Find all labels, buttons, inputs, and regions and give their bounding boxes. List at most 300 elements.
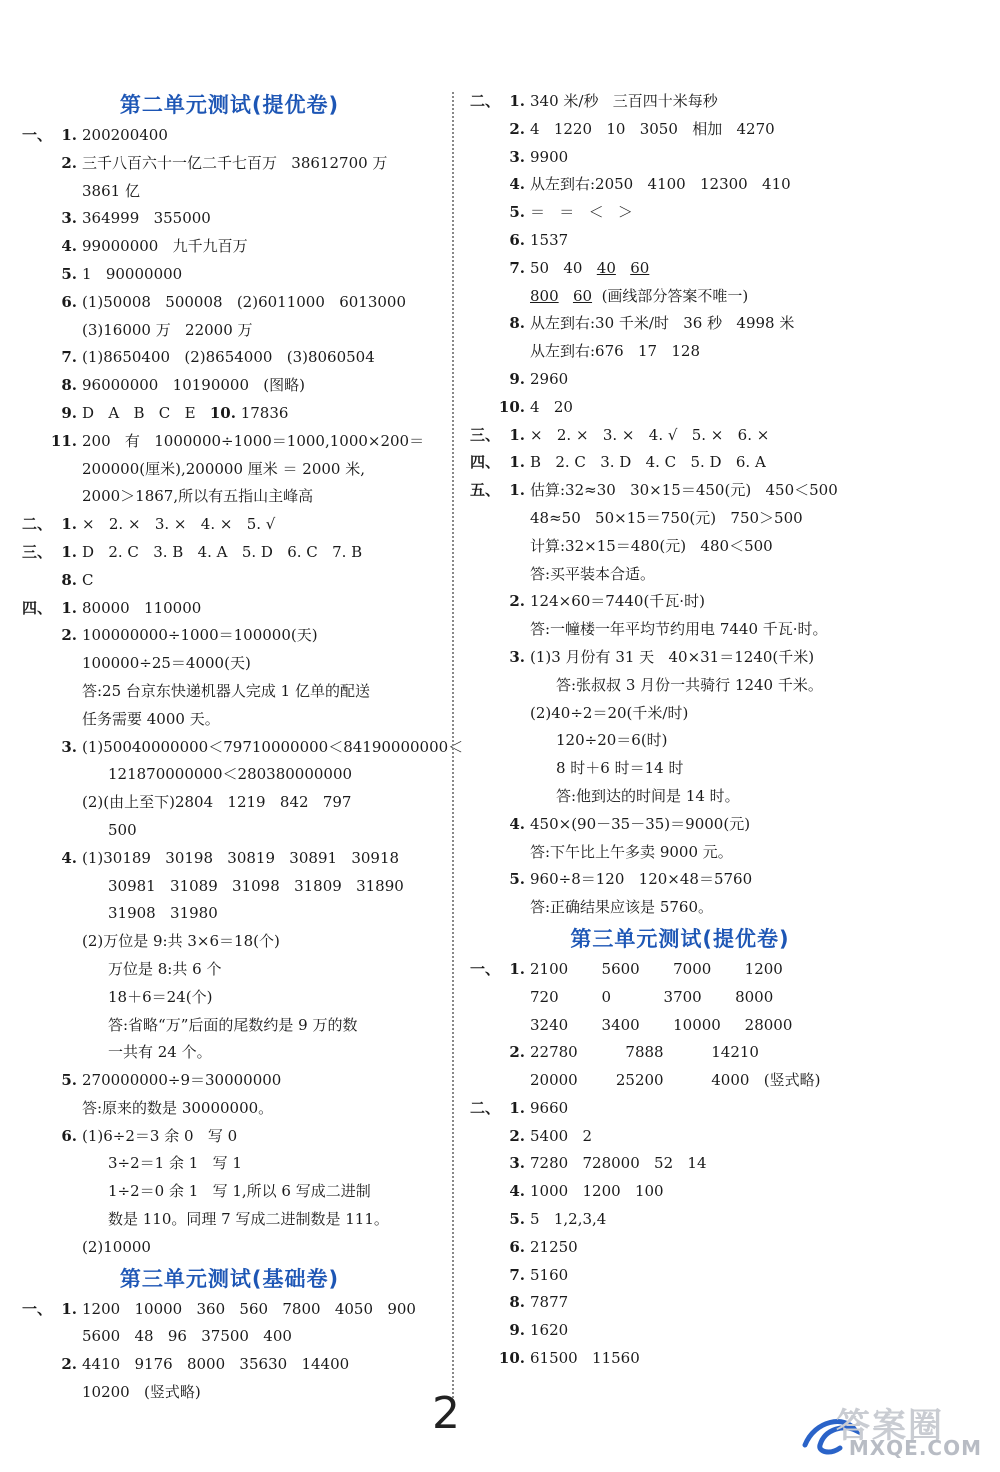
answer-segment: ＝ ＝ ＜ ＞: [530, 203, 633, 222]
section-number: 二、: [470, 92, 501, 110]
answer-segment: 1620: [530, 1321, 569, 1340]
answer-segment: 一共有 24 个。: [108, 1043, 212, 1062]
question-number: 2.: [61, 1355, 77, 1374]
answer-text: [530, 283, 748, 311]
answer-text: [82, 1296, 416, 1324]
answer-text: [82, 456, 365, 484]
answer-text: [530, 1123, 592, 1151]
answer-line: [22, 344, 437, 372]
question-number: 2.: [509, 1126, 525, 1145]
question-number: 6.: [509, 230, 525, 249]
section-heading: 第三单元测试(基础卷): [119, 1266, 340, 1291]
answer-text: [82, 261, 182, 289]
answer-segment: 答:25 台京东快递机器人完成 1 亿单的配送: [82, 681, 370, 700]
question-number: 4.: [61, 848, 77, 867]
question-number: 4.: [509, 814, 525, 833]
answer-segment: 61500 11560: [530, 1349, 640, 1368]
question-number: 1.: [61, 598, 77, 617]
right-column: [470, 88, 890, 1373]
answer-line: [22, 595, 437, 623]
answer-segment: 估算:32≈30 30×15＝450(元) 450＜500: [530, 481, 838, 500]
answer-segment: 48≈50 50×15＝750(元) 750＞500: [530, 508, 803, 527]
answer-line: [470, 1039, 890, 1067]
answer-text: [530, 310, 794, 338]
answer-segment: 答:下午比上午多卖 9000 元。: [530, 842, 733, 861]
question-number: 1.: [61, 515, 77, 534]
answer-text: [530, 700, 688, 728]
answer-segment: 3240 3400 10000 28000: [530, 1015, 793, 1034]
answer-text: [108, 1206, 389, 1234]
section-number: 四、: [470, 453, 501, 472]
answer-text: [530, 588, 705, 616]
question-number: 8.: [509, 1293, 525, 1312]
answer-text: [530, 866, 752, 894]
answer-line: [470, 956, 890, 984]
question-number: 5.: [509, 1210, 525, 1229]
answer-line: [22, 1296, 437, 1324]
question-number: 7.: [61, 348, 77, 367]
answer-segment: 10200 (竖式略): [82, 1383, 201, 1402]
answer-text: [82, 567, 93, 595]
answer-segment: 3861 亿: [82, 181, 140, 200]
answer-line: [22, 928, 437, 956]
answer-segment: 1000 1200 100: [530, 1182, 664, 1201]
answer-text: [530, 533, 773, 561]
answer-text: [530, 1095, 568, 1123]
answer-line: [470, 811, 890, 839]
answer-line: [470, 1012, 890, 1040]
answer-line: [470, 1289, 890, 1317]
answer-line: [470, 1095, 890, 1123]
answer-segment: 从左到右:676 17 128: [530, 342, 701, 361]
answer-line: [22, 261, 437, 289]
answer-line: [470, 1178, 890, 1206]
question-number: 9.: [509, 369, 525, 388]
answer-line: [22, 1012, 437, 1040]
answer-text: [530, 1289, 568, 1317]
answer-line: [470, 477, 890, 505]
answer-line: [470, 616, 890, 644]
answer-line: [470, 561, 890, 589]
answer-line: [22, 511, 437, 539]
answer-line: [470, 227, 890, 255]
question-number: 2.: [61, 153, 77, 172]
answer-segment: 100000÷25＝4000(天): [82, 654, 251, 673]
answer-segment: 8 时＋6 时＝14 时: [556, 759, 684, 778]
answer-segment: 121870000000＜280380000000: [108, 765, 353, 784]
answer-segment: 答:省略“万”后面的尾数约是 9 万的数: [108, 1015, 358, 1034]
answer-segment: 5400 2: [530, 1126, 593, 1145]
answer-segment: [616, 259, 630, 277]
question-number: 9.: [61, 403, 77, 422]
answer-segment: (1)50040000000＜79710000000＜84190000000＜: [82, 737, 464, 756]
answer-segment: (2)万位是 9:共 3×6＝18(个): [82, 932, 280, 951]
answer-segment: (画线部分答案不唯一): [592, 286, 749, 305]
answer-text: [82, 1067, 281, 1095]
answer-text: [82, 706, 220, 734]
answer-line: [470, 1317, 890, 1345]
answer-line: [22, 706, 437, 734]
answer-text: [82, 1379, 201, 1407]
answer-text: [530, 1039, 759, 1067]
answer-line: [470, 449, 890, 477]
answer-segment: 270000000÷9＝30000000: [82, 1071, 282, 1090]
answer-line: [470, 672, 890, 700]
answer-segment: 答:正确结果应该是 5760。: [530, 898, 713, 917]
question-number: 6.: [61, 292, 77, 311]
question-number: 3.: [509, 1154, 525, 1173]
answer-line: [22, 1178, 437, 1206]
answer-segment: 21250: [530, 1237, 578, 1256]
answer-line: [22, 456, 437, 484]
answer-text: [82, 233, 248, 261]
answer-text: [530, 1206, 606, 1234]
question-number: 1.: [61, 1299, 77, 1318]
answer-segment: 计算:32×15＝480(元) 480＜500: [530, 536, 773, 555]
answer-segment: B 2. C 3. D 4. C 5. D 6. A: [530, 453, 766, 472]
answer-line: [470, 755, 890, 783]
question-number: 11.: [50, 431, 77, 450]
answer-text: [82, 845, 399, 873]
question-number: 10.: [209, 403, 236, 422]
answer-segment: 4 1220 10 3050 相加 4270: [530, 119, 775, 138]
answer-text: [556, 755, 683, 783]
answer-segment: 200000(厘米),200000 厘米 ＝ 2000 米,: [82, 459, 366, 478]
answer-line: [22, 678, 437, 706]
answer-segment: (2)40÷2＝20(千米/时): [530, 703, 689, 722]
answer-segment: 答:张叔叔 3 月份一共骑行 1240 千米。: [556, 675, 823, 694]
question-number: 8.: [509, 314, 525, 333]
answer-line: [470, 283, 890, 311]
question-number: 8.: [61, 376, 77, 395]
answer-line: [22, 789, 437, 817]
answer-text: [108, 873, 404, 901]
answer-text: [530, 366, 568, 394]
answer-line: [22, 400, 437, 428]
question-number: 10.: [498, 397, 525, 416]
answer-segment: 从左到右:30 千米/时 36 秒 4998 米: [530, 314, 795, 333]
answer-text: [82, 789, 351, 817]
question-number: 3.: [61, 209, 77, 228]
answer-text: [108, 1039, 212, 1067]
answer-segment: (1)3 月份有 31 天 40×31＝1240(千米): [530, 647, 815, 666]
answer-text: [82, 1123, 237, 1151]
question-number: 2.: [509, 119, 525, 138]
question-number: 7.: [509, 258, 525, 277]
answer-segment: C: [82, 570, 94, 589]
answer-text: [108, 1012, 357, 1040]
question-number: 3.: [61, 737, 77, 756]
answer-line: [22, 539, 437, 567]
answer-segment: 9660: [530, 1098, 569, 1117]
answer-text: [530, 1345, 640, 1373]
answer-text: [82, 678, 370, 706]
answer-line: [470, 1150, 890, 1178]
answer-segment: 30981 31089 31098 31809 31890: [108, 876, 404, 895]
section-number: 一、: [470, 959, 501, 978]
answer-line: [22, 622, 437, 650]
answer-line: [470, 533, 890, 561]
answer-text: [556, 783, 740, 811]
answer-line: [22, 650, 437, 678]
underlined-answer: 60: [630, 258, 650, 277]
section-number: 一、: [22, 126, 53, 144]
answer-segment: 从左到右:2050 4100 12300 410: [530, 175, 791, 194]
answer-segment: 1÷2＝0 余 1 写 1,所以 6 写成二进制: [108, 1182, 371, 1201]
question-number: 8.: [61, 570, 77, 589]
answer-text: [530, 1067, 820, 1095]
answer-line: [22, 1351, 437, 1379]
answer-line: [470, 1123, 890, 1151]
section-number: 二、: [470, 1098, 501, 1117]
underlined-answer: 60: [572, 286, 593, 305]
answer-segment: (1)30189 30198 30819 30891 30918: [82, 848, 400, 867]
answer-line: [470, 88, 890, 116]
answer-text: [82, 122, 168, 150]
answer-segment: 120÷20＝6(时): [556, 731, 668, 750]
watermark-logo: [800, 1396, 990, 1466]
answer-text: [530, 616, 828, 644]
answer-line: [22, 483, 437, 511]
answer-segment: (2)10000: [82, 1237, 151, 1256]
answer-line: [22, 1234, 437, 1262]
answer-segment: 720 0 3700 8000: [530, 987, 774, 1006]
answer-text: [108, 956, 221, 984]
answer-line: [22, 1323, 437, 1351]
answer-segment: 200 有 1000000÷1000＝1000,1000×200＝: [82, 431, 425, 450]
answer-line: [22, 956, 437, 984]
answer-line: [470, 199, 890, 227]
answer-text: [82, 650, 251, 678]
answer-segment: 18＋6＝24(个): [108, 987, 213, 1006]
answer-segment: 100000000÷1000＝100000(天): [82, 626, 318, 645]
answer-text: [530, 422, 769, 450]
answer-text: [82, 372, 305, 400]
answer-line: [22, 150, 437, 178]
answer-segment: 5160: [530, 1265, 569, 1284]
question-number: 4.: [509, 1182, 525, 1201]
answer-line: [470, 171, 890, 199]
section-number: 三、: [470, 425, 501, 444]
answer-text: [82, 400, 288, 428]
answer-text: [530, 227, 568, 255]
answer-segment: 500: [108, 820, 137, 839]
answer-line: [470, 144, 890, 172]
answer-line: [22, 1150, 437, 1178]
answer-line: [22, 1379, 437, 1407]
answer-text: [530, 449, 766, 477]
answer-line: [22, 1067, 437, 1095]
answer-segment: 22780 7888 14210: [530, 1043, 759, 1062]
question-number: 1.: [509, 481, 525, 500]
answer-text: [530, 1262, 568, 1290]
answer-text: [530, 561, 655, 589]
question-number: 7.: [509, 1265, 525, 1284]
underlined-answer: 40: [596, 258, 616, 277]
answer-line: [470, 1345, 890, 1373]
question-number: 4.: [61, 237, 77, 256]
answer-segment: 50 40: [530, 258, 597, 277]
answer-line: [22, 1039, 437, 1067]
question-number: 5.: [509, 870, 525, 889]
answer-line: [470, 1067, 890, 1095]
answer-text: [108, 1150, 242, 1178]
answer-line: [470, 255, 890, 283]
answer-line: [470, 366, 890, 394]
answer-segment: × 2. × 3. × 4. √ 5. × 6. ×: [530, 425, 770, 444]
answer-text: [530, 88, 718, 116]
answer-text: [530, 505, 803, 533]
answer-segment: 9900: [530, 147, 569, 166]
handwritten-page-mark: 2: [432, 1388, 460, 1439]
answer-line: [470, 866, 890, 894]
answer-text: [108, 900, 218, 928]
answer-segment: 答:买平装本合适。: [530, 564, 656, 583]
question-number: 6.: [509, 1237, 525, 1256]
section-heading: 第三单元测试(提优卷): [570, 926, 790, 951]
answer-text: [530, 1317, 568, 1345]
answer-line: [470, 1262, 890, 1290]
answer-text: [530, 839, 733, 867]
answer-line: [22, 289, 437, 317]
answer-text: [82, 178, 140, 206]
question-number: 5.: [61, 264, 77, 283]
question-number: 1.: [509, 92, 525, 110]
answer-text: [82, 1095, 273, 1123]
answer-line: [22, 1123, 437, 1151]
answer-line: [470, 1234, 890, 1262]
left-column: [22, 88, 464, 1407]
answer-segment: [559, 287, 573, 305]
column-divider: [452, 92, 454, 1402]
section-number: 五、: [470, 481, 501, 500]
answer-text: [82, 1323, 292, 1351]
answer-text: [108, 1178, 371, 1206]
section-number: 四、: [22, 598, 53, 617]
answer-line: [22, 1095, 437, 1123]
answer-text: [530, 644, 814, 672]
answer-segment: 万位是 8:共 6 个: [108, 959, 222, 978]
question-number: 5.: [509, 203, 525, 222]
answer-segment: (1)50008 500008 (2)6011000 6013000: [82, 292, 406, 311]
answer-line: [22, 178, 437, 206]
answer-line: [22, 122, 437, 150]
answer-segment: (1)6÷2＝3 余 0 写 0: [82, 1126, 238, 1145]
question-number: 1.: [509, 425, 525, 444]
section-number: 一、: [22, 1299, 53, 1318]
answer-text: [530, 394, 573, 422]
answer-text: [82, 928, 280, 956]
question-number: 5.: [61, 1071, 77, 1090]
answer-text: [108, 984, 212, 1012]
answer-text: [530, 894, 713, 922]
answer-segment: 4410 9176 8000 35630 14400: [82, 1355, 350, 1374]
answer-text: [556, 672, 823, 700]
question-number: 3.: [509, 147, 525, 166]
answer-segment: 2000＞1867,所以有五指山主峰高: [82, 487, 314, 506]
answer-line: [22, 734, 464, 762]
answer-text: [82, 734, 463, 762]
answer-segment: × 2. × 3. × 4. × 5. √: [82, 515, 276, 534]
answer-line: [22, 1206, 437, 1234]
answer-line: [470, 505, 890, 533]
answer-text: [530, 956, 783, 984]
answer-line: [22, 845, 437, 873]
answer-line: [22, 817, 437, 845]
answer-segment: 7280 728000 52 14: [530, 1154, 707, 1173]
answer-text: [108, 817, 137, 845]
answer-line: [470, 1206, 890, 1234]
answer-segment: 答:一幢楼一年平均节约用电 7440 千瓦·时。: [530, 620, 828, 639]
answer-segment: 96000000 10190000 (图略): [82, 376, 306, 395]
answer-text: [82, 511, 275, 539]
answer-segment: 960÷8＝120 120×48＝5760: [530, 870, 753, 889]
answer-text: [82, 1351, 349, 1379]
answer-line: [22, 761, 437, 789]
answer-text: [530, 199, 633, 227]
answer-segment: 200200400: [82, 126, 168, 144]
answer-segment: D A B C E: [82, 403, 210, 422]
answer-line: [22, 233, 437, 261]
answer-segment: 答:原来的数是 30000000。: [82, 1098, 274, 1117]
answer-segment: 17836: [235, 403, 289, 422]
answer-text: [82, 150, 387, 178]
answer-text: [530, 1178, 664, 1206]
answer-segment: 5 1,2,3,4: [530, 1210, 607, 1229]
question-number: 1.: [61, 542, 77, 561]
question-number: 2.: [61, 626, 77, 645]
answer-line: [470, 984, 890, 1012]
answer-text: [530, 116, 775, 144]
answer-segment: 任务需要 4000 天。: [82, 709, 220, 728]
answer-line: [470, 894, 890, 922]
answer-line: [22, 900, 437, 928]
answer-text: [82, 539, 362, 567]
answer-line: [22, 984, 437, 1012]
answer-text: [82, 289, 406, 317]
answer-line: [470, 783, 890, 811]
answer-segment: 1 90000000: [82, 264, 183, 283]
answer-segment: 4 20: [530, 397, 573, 416]
question-number: 3.: [509, 647, 525, 666]
question-number: 1.: [509, 1098, 525, 1117]
answer-text: [82, 428, 424, 456]
question-number: 1.: [61, 126, 77, 144]
answer-segment: 5600 48 96 37500 400: [82, 1327, 292, 1346]
answer-segment: 3÷2＝1 余 1 写 1: [108, 1154, 242, 1173]
answer-text: [530, 255, 649, 283]
answer-text: [82, 483, 313, 511]
answer-line: [470, 116, 890, 144]
answer-text: [556, 727, 668, 755]
answer-line: [22, 873, 437, 901]
answer-text: [530, 144, 568, 172]
answer-segment: (1)8650400 (2)8654000 (3)8060504: [82, 348, 375, 367]
answer-line: [470, 338, 890, 366]
underlined-answer: 800: [530, 286, 559, 305]
answer-text: [82, 205, 211, 233]
answer-segment: 答:他到达的时间是 14 时。: [556, 786, 740, 805]
answer-text: [82, 1234, 151, 1262]
answer-segment: (3)16000 万 22000 万: [82, 320, 253, 339]
answer-line: [22, 372, 437, 400]
answer-text: [82, 622, 318, 650]
answer-line: [22, 567, 437, 595]
answer-line: [470, 422, 890, 450]
answer-segment: 99000000 九千九百万: [82, 237, 248, 256]
answer-segment: 三千八百六十一亿二千七百万 38612700 万: [82, 153, 388, 172]
question-number: 2.: [509, 592, 525, 611]
